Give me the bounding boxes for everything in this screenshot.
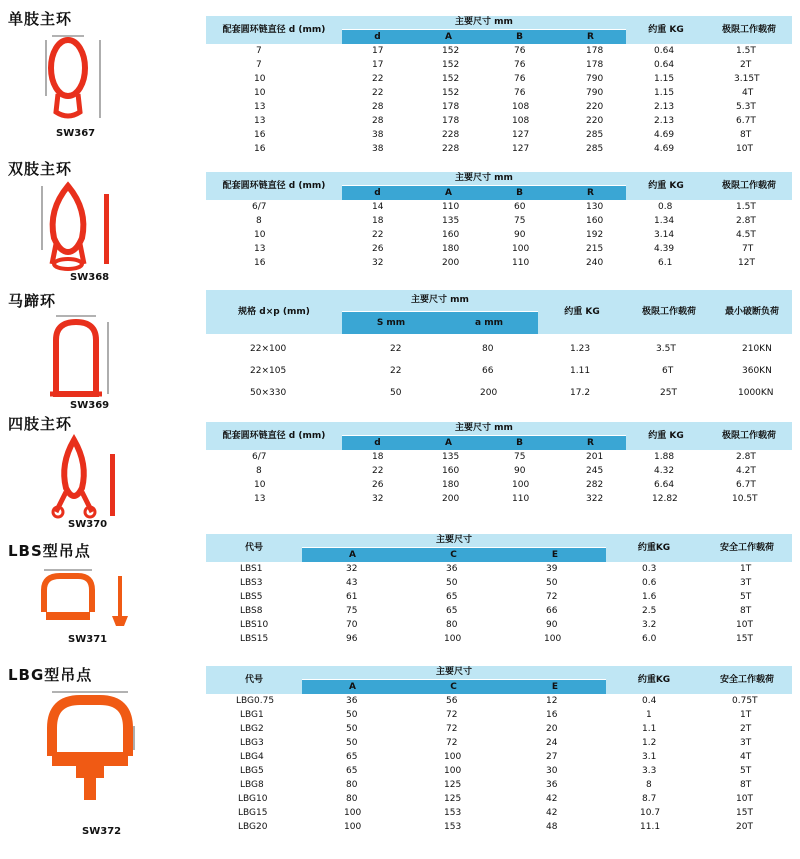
single-master-link-icon: [40, 30, 115, 130]
table-body: 22×100 22 80 1.23 3.5T 210KN 22×105 22 66 1.11 6T 360KN 50×330 50 200 17.2 25T 1000KN: [250, 344, 774, 398]
col-break-load-header: 最小破断负荷: [724, 306, 779, 317]
spec-table-sw371: [206, 534, 792, 650]
spec-table-sw367: [206, 16, 792, 158]
col-weight-header: 约重 KG: [648, 430, 684, 441]
col-chain-diameter-header: 配套圆环链直径 d (mm): [222, 180, 326, 191]
col-d-header: d: [342, 436, 413, 450]
table-body: LBS1 32 36 39 0.3 1T LBS3 43 50 50 0.6 3T LBS5 61 65 72 1.6 5T LBS8 75 65 66 2.5 8T LBS10 70 80 90 3.2 10T LBS15 96 100 100 6.0 15T: [240, 564, 753, 644]
col-weight-header: 约重 KG: [648, 24, 684, 35]
table-body: LBG0.75 36 56 12 0.4 0.75T LBG1 50 72 16 1 1T LBG2 50 72 20 1.1 2T LBG3 50 72 24 1.2 3T LBG4 65 100 27 3.1 4T LBG5 65 100 30 3.3 5T LBG8 80 125 36 8 8T LBG10 80 125 42 8.7 10T LBG15 100 153 42 10.7 15T LBG20 100 153 48 11.1 20T: [236, 696, 758, 832]
col-c-header: C: [403, 680, 504, 694]
quad-master-link-icon: [44, 434, 134, 520]
col-a-header: A: [413, 30, 484, 44]
col-main-dims-header: 主要尺寸 mm: [342, 290, 538, 312]
double-master-link-icon: [34, 180, 124, 272]
col-main-dims-header: 主要尺寸 mm: [342, 172, 626, 186]
model-label-sw371: SW371: [68, 634, 108, 645]
col-chain-diameter-header: 配套圆环链直径 d (mm): [222, 430, 326, 441]
col-weight-header: 约重KG: [637, 542, 671, 553]
section-title-sw371: LBS型吊点: [8, 542, 91, 560]
col-r-header: R: [555, 30, 626, 44]
col-weight-header: 约重KG: [637, 674, 671, 685]
col-d-header: d: [342, 30, 413, 44]
col-d-header: d: [342, 186, 413, 200]
col-e-header: E: [504, 548, 606, 562]
section-title-sw368: 双肢主环: [8, 160, 73, 178]
col-load-header: 安全工作载荷: [719, 674, 774, 685]
col-r-header: R: [555, 186, 626, 200]
col-b-header: B: [484, 186, 555, 200]
col-weight-header: 约重 KG: [564, 306, 600, 317]
col-load-header: 极限工作载荷: [641, 306, 696, 317]
col-a-header: A: [413, 436, 484, 450]
section-title-sw372: LBG型吊点: [8, 666, 93, 684]
col-a-header: A: [413, 186, 484, 200]
lbg-lifting-point-icon: [38, 686, 178, 826]
spec-table-sw368: [206, 172, 792, 272]
spec-table-sw372: [206, 666, 792, 834]
col-main-dims-header: 主要尺寸 mm: [342, 422, 626, 436]
col-main-dims-header: 主要尺寸 mm: [342, 16, 626, 30]
model-label-sw372: SW372: [82, 826, 122, 837]
lbs-lifting-point-icon: [36, 566, 136, 632]
col-a-header: a mm: [440, 312, 538, 334]
col-code-header: 代号: [244, 542, 263, 553]
col-chain-diameter-header: 配套圆环链直径 d (mm): [222, 24, 326, 35]
col-s-header: S mm: [342, 312, 440, 334]
section-title-sw369: 马蹄环: [8, 292, 57, 310]
table-body: 7 17 152 76 178 0.64 1.5T 7 17 152 76 178 0.64 2T 10 22 152 76 790 1.15 3.15T 10 22 152 76 790 1.15 4T 13 28 178 108 220 2.13 5.3T 13 28 178 108 220 2.13 6.7T 16 38 228 127 285 4.69 8T 16 38 228 127 285 4.69 10T: [254, 46, 760, 154]
horseshoe-link-icon: [42, 312, 122, 402]
col-load-header: 极限工作载荷: [721, 180, 776, 191]
col-r-header: R: [555, 436, 626, 450]
section-title-sw370: 四肢主环: [8, 415, 73, 433]
spec-table-sw369: [206, 290, 792, 404]
table-body: 6/7 18 135 75 201 1.88 2.8T 8 22 160 90 245 4.32 4.2T 10 26 180 100 282 6.64 6.7T 13 32 200 110 322 12.82 10.5T: [252, 452, 758, 504]
table-body: 6/7 14 110 60 130 0.8 1.5T 8 18 135 75 160 1.34 2.8T 10 22 160 90 192 3.14 4.5T 13 26 180 100 215 4.39 7T 16 32 200 110 240 6.1 12T: [252, 202, 756, 268]
col-main-dims-header: 主要尺寸: [302, 534, 606, 548]
col-load-header: 极限工作载荷: [721, 430, 776, 441]
col-load-header: 极限工作载荷: [721, 24, 776, 35]
model-label-sw368: SW368: [70, 272, 110, 283]
col-a-header: A: [302, 680, 403, 694]
col-c-header: C: [403, 548, 504, 562]
col-weight-header: 约重 KG: [648, 180, 684, 191]
model-label-sw369: SW369: [70, 400, 110, 411]
col-b-header: B: [484, 436, 555, 450]
col-a-header: A: [302, 548, 403, 562]
spec-table-sw370: [206, 422, 792, 510]
col-b-header: B: [484, 30, 555, 44]
col-spec-header: 规格 d×p (mm): [238, 306, 310, 317]
section-title-sw367: 单肢主环: [8, 10, 73, 28]
model-label-sw367: SW367: [56, 128, 96, 139]
col-main-dims-header: 主要尺寸: [302, 666, 606, 680]
col-e-header: E: [504, 680, 606, 694]
col-load-header: 安全工作载荷: [719, 542, 774, 553]
col-code-header: 代号: [244, 674, 263, 685]
model-label-sw370: SW370: [68, 519, 108, 530]
